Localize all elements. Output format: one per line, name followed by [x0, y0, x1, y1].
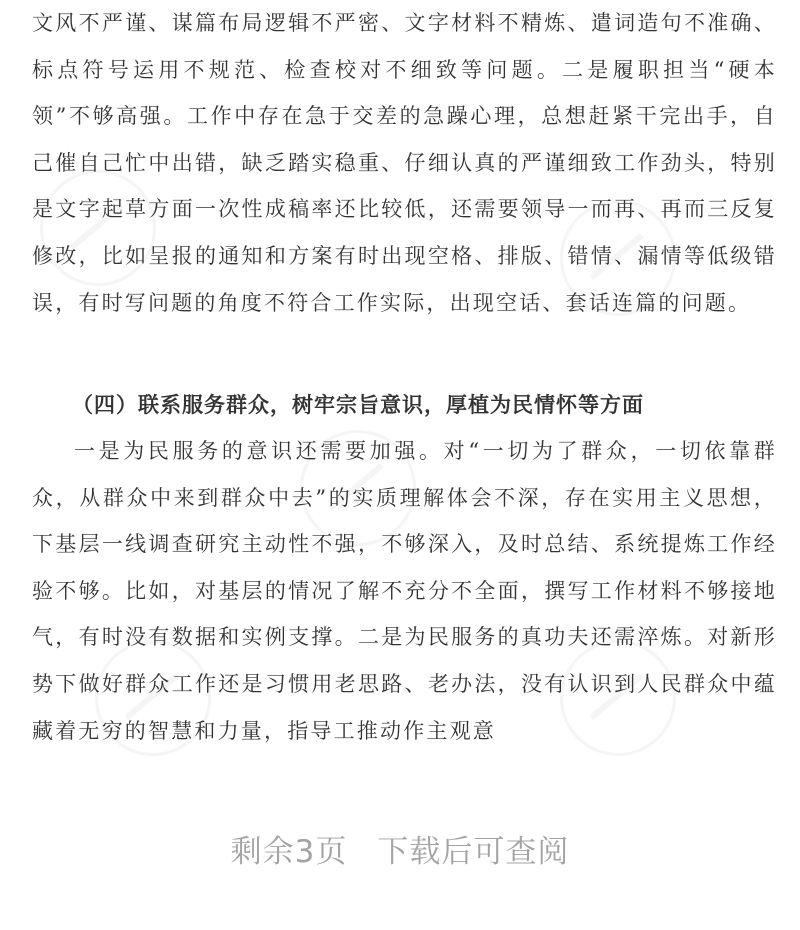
section-heading: （四）联系服务群众，树牢宗旨意识，厚植为民情怀等方面	[72, 392, 644, 417]
body-paragraph: 文风不严谨、谋篇布局逻辑不严密、文字材料不精炼、遣词造句不准确、标点符号运用不规范、检查校对不细致等问题。二是履职担当“硬本领”不够高强。工作中存在急于交差的急躁心理，总想赶紧干完出手，自己催自己忙中出错，缺乏踏实稳重、仔细认真的严谨细致工作劲头，特别是文字起草方面一次性成稿率还比较低，还需要领导一而再、再而三反复修改，比如呈报的通知和方案有时出现空格、排版、错情、漏情等低级错误，有时写问题的角度不符合工作实际，出现空话、套话连篇的问题。	[32, 11, 777, 315]
body-paragraph: 一是为民服务的意识还需要加强。对“一切为了群众，一切依靠群众，从群众中来到群众中去”的实质理解体会不深，存在实用主义思想，下基层一线调查研究主动性不强，不够深入，及时总结、系统提炼工作经验不够。比如，对基层的情况了解不充分不全面，撰写工作材料不够接地气，有时没有数据和实例支撑。二是为民服务的真功夫还需淬炼。对新形势下做好群众工作还是习惯用老思路、老办法，没有认识到人民群众中蕴藏着无穷的智慧和力量，指导工推动作主观意	[32, 439, 777, 743]
remaining-pages-label: 剩余3页	[230, 834, 348, 870]
remaining-pages-notice[interactable]	[0, 826, 800, 871]
download-prompt-label: 下载后可查阅	[377, 834, 570, 870]
